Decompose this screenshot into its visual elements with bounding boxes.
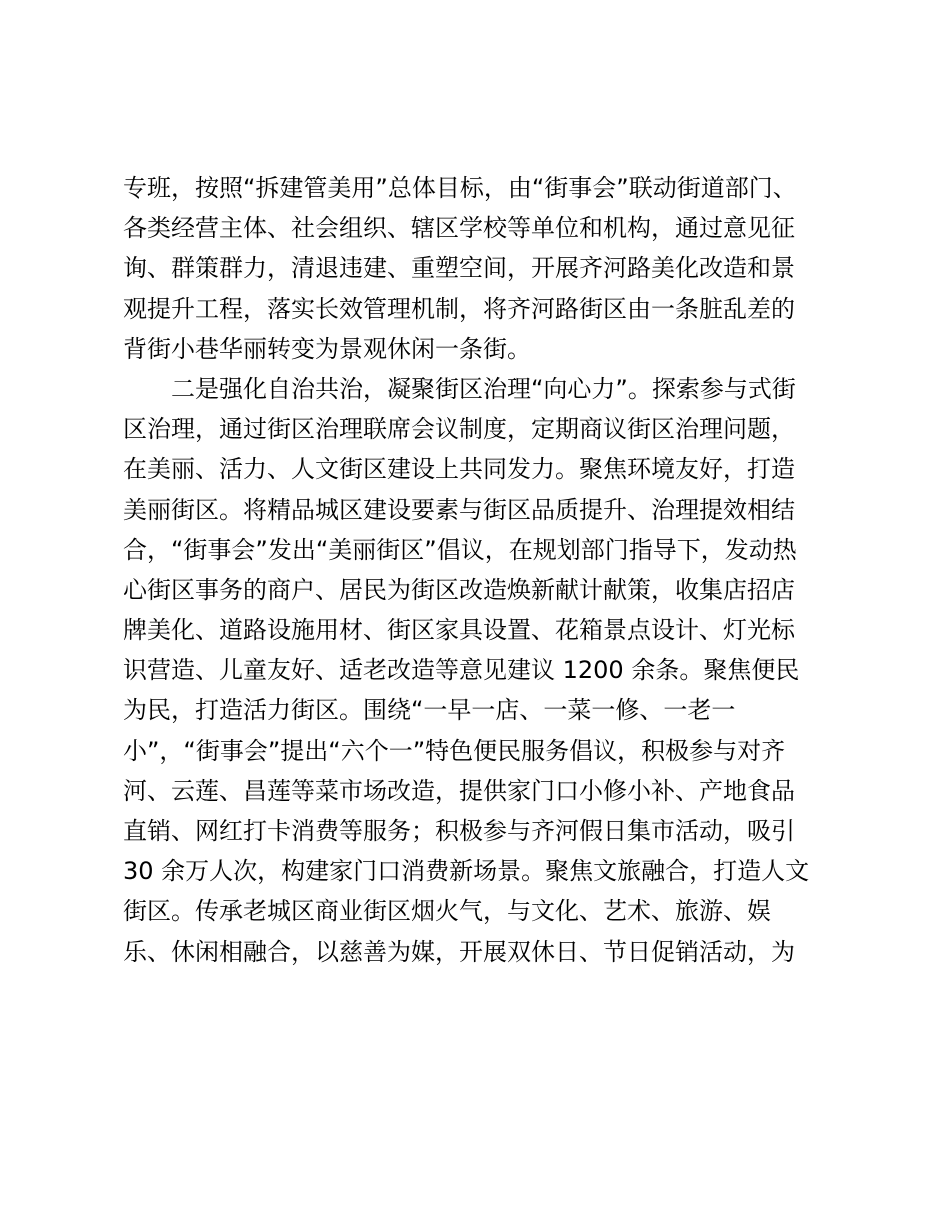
text-line: 为民，打造活力街区。围绕“一早一店、一菜一修、一老一 — [123, 696, 736, 725]
text-line: 识营造、儿童友好、适老改造等意见建议 1200 余条。聚焦便民 — [123, 656, 800, 685]
text-line: 在美丽、活力、人文街区建设上共同发力。聚焦环境友好，打造 — [123, 455, 795, 484]
text-line: 区治理，通过街区治理联席会议制度，定期商议街区治理问题， — [123, 415, 795, 444]
text-line: 河、云莲、昌莲等菜市场改造，提供家门口小修小补、产地食品 — [123, 776, 795, 805]
paragraph-first-line: 二是强化自治共治，凝聚街区治理“向心力”。探索参与式街 — [171, 374, 796, 403]
text-line: 小”，“街事会”提出“六个一”特色便民服务倡议，积极参与对齐 — [123, 736, 786, 765]
text-line: 乐、休闲相融合，以慈善为媒，开展双休日、节日促销活动，为 — [123, 937, 795, 966]
text-line: 美丽街区。将精品城区建设要素与街区品质提升、治理提效相结 — [123, 495, 795, 524]
text-line: 观提升工程，落实长效管理机制，将齐河路街区由一条脏乱差的 — [123, 294, 795, 323]
text-line: 合，“街事会”发出“美丽街区”倡议，在规划部门指导下，发动热 — [123, 535, 797, 564]
text-line: 心街区事务的商户、居民为街区改造焕新献计献策，收集店招店 — [123, 575, 795, 604]
text-line: 背街小巷华丽转变为景观休闲一条街。 — [123, 334, 531, 363]
text-line: 专班，按照“拆建管美用”总体目标，由“街事会”联动街道部门、 — [123, 174, 797, 202]
text-line: 直销、网红打卡消费等服务；积极参与齐河假日集市活动，吸引 — [123, 817, 795, 845]
body-text — [123, 168, 843, 972]
text-line: 街区。传承老城区商业街区烟火气，与文化、艺术、旅游、娱 — [123, 897, 771, 926]
text-line: 牌美化、道路设施用材、街区家具设置、花箱景点设计、灯光标 — [123, 616, 795, 645]
text-line: 30 余万人次，构建家门口消费新场景。聚焦文旅融合，打造人文 — [123, 857, 810, 886]
text-line: 询、群策群力，清退违建、重塑空间，开展齐河路美化改造和景 — [123, 254, 795, 283]
text-line: 各类经营主体、社会组织、辖区学校等单位和机构，通过意见征 — [123, 214, 795, 243]
